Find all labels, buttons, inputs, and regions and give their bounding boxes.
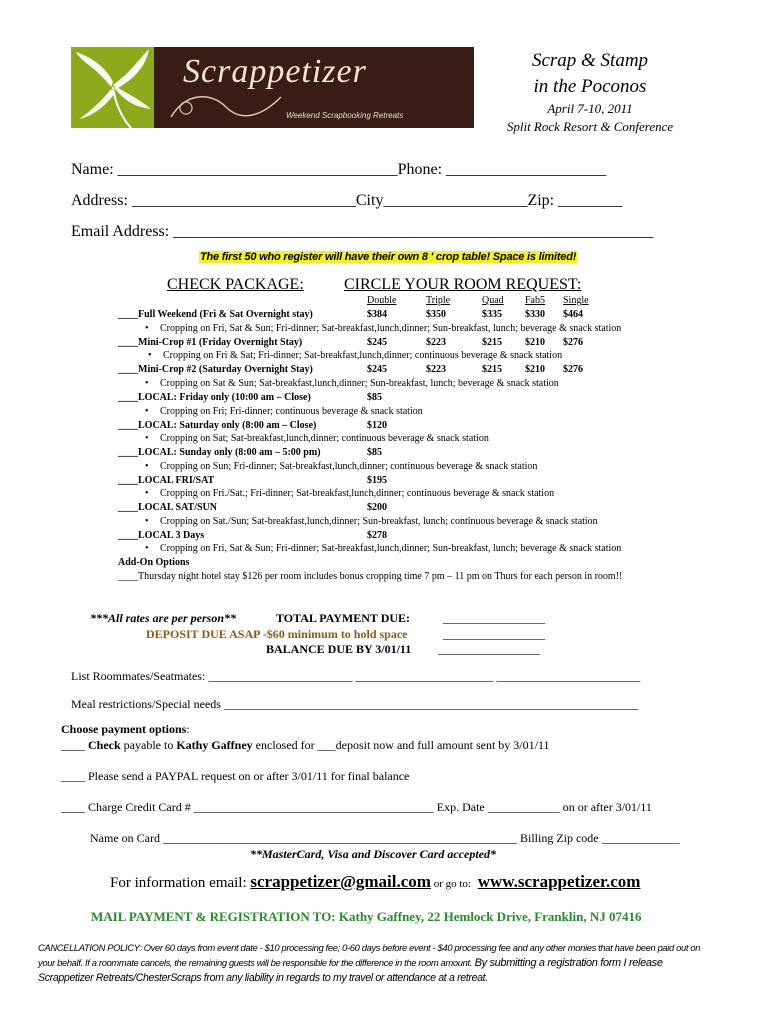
website-link[interactable]: www.scrappetizer.com xyxy=(477,872,641,891)
bullet-icon: • xyxy=(145,488,149,499)
meal-restrictions-field[interactable]: Meal restrictions/Special needs _____________________________________________________________________ xyxy=(71,697,638,711)
price-local[interactable]: $195 xyxy=(367,475,387,486)
package-detail xyxy=(145,433,489,444)
package-detail-text: Cropping on Fri & Sat; Fri-dinner; Sat-breakfast,lunch,dinner; continuous beverage & snack station xyxy=(163,350,563,361)
crop-table-notice: The first 50 who register will have their own 8 ' crop table! Space is limited! xyxy=(200,251,577,263)
package-detail xyxy=(148,350,562,361)
total-label: TOTAL PAYMENT DUE: xyxy=(276,611,411,625)
package-detail xyxy=(145,406,423,417)
package-label[interactable]: ____LOCAL: Friday only (10:00 am – Close) xyxy=(118,392,311,403)
check-option-bold: Check xyxy=(88,738,121,752)
price-quad[interactable]: $335 xyxy=(482,309,502,320)
info-prefix: For information email: xyxy=(110,875,251,891)
cancellation-policy-line2a: your behalf. If a roommate cancels, the remaining guests will be responsible for the difference in the room amount. xyxy=(38,957,472,968)
event-venue: Split Rock Resort & Conference xyxy=(506,119,674,134)
logo-text: Scrappetizer xyxy=(183,53,367,90)
logo-green-panel xyxy=(71,47,154,128)
bullet-icon: • xyxy=(148,350,152,361)
addon-heading: Add-On Options xyxy=(118,557,190,568)
price-fab5[interactable]: $210 xyxy=(525,364,545,375)
price-single[interactable]: $276 xyxy=(563,364,583,375)
price-triple[interactable]: $223 xyxy=(426,337,446,348)
logo-tagline: Weekend Scrapbooking Retreats xyxy=(286,111,404,120)
check-option-prefix: ____ xyxy=(61,738,88,752)
package-label[interactable]: ____Full Weekend (Fri & Sat Overnight stay) xyxy=(118,309,313,320)
logo-banner xyxy=(71,47,474,128)
cancellation-policy-line3: Scrappetizer Retreats/ChesterScraps from any liability in regards to my travel or attendance at a retreat. xyxy=(38,972,488,984)
bullet-icon: • xyxy=(145,433,149,444)
total-field[interactable]: _________________ xyxy=(443,611,545,625)
package-detail-text: Cropping on Fri, Sat & Sun; Fri-dinner; Sat-breakfast,lunch,dinner; Sun-breakfast, lunch; beverage & snack station xyxy=(160,543,622,554)
package-detail xyxy=(145,516,598,527)
price-single[interactable]: $276 xyxy=(563,337,583,348)
package-label[interactable]: ____LOCAL FRI/SAT xyxy=(118,475,215,486)
check-option-mid: payable to xyxy=(120,738,177,752)
event-title-line1: Scrap & Stamp xyxy=(531,50,649,71)
price-double[interactable]: $245 xyxy=(367,364,387,375)
package-detail xyxy=(145,323,621,334)
price-local[interactable]: $120 xyxy=(367,420,387,431)
price-double[interactable]: $384 xyxy=(367,309,387,320)
addon-thursday[interactable]: ____Thursday night hotel stay $126 per room includes bonus cropping time 7 pm – 11 pm on Thurs for each person in room!! xyxy=(118,571,623,582)
col-triple[interactable]: Triple xyxy=(426,295,451,306)
price-fab5[interactable]: $330 xyxy=(525,309,545,320)
package-detail-text: Cropping on Sat./Sun; Sat-breakfast,lunch,dinner; Sun-breakfast, lunch; continuous beverage & snack station xyxy=(160,516,598,527)
rates-note: ***All rates are per person** xyxy=(90,611,237,625)
info-goto: or go to: xyxy=(430,878,474,890)
package-label[interactable]: ____Mini-Crop #2 (Saturday Overnight Stay) xyxy=(118,364,313,375)
price-double[interactable]: $245 xyxy=(367,337,387,348)
paypal-option[interactable]: ____ Please send a PAYPAL request on or after 3/01/11 for final balance xyxy=(61,769,410,783)
flourish-icon xyxy=(166,82,286,122)
cancellation-policy-line1: CANCELLATION POLICY: Over 60 days from event date - $10 processing fee; 0-60 days before event - $40 processing fee and any other monies that have been paid out on xyxy=(38,942,701,953)
roommates-field[interactable]: List Roommates/Seatmates: ________________________ _______________________ ________________________ xyxy=(71,669,641,683)
package-detail-text: Cropping on Fri; Fri-dinner; continuous beverage & snack station xyxy=(160,406,423,417)
price-quad[interactable]: $215 xyxy=(482,337,502,348)
package-detail-text: Cropping on Sat & Sun; Sat-breakfast,lunch,dinner; Sun-breakfast, lunch; beverage & snack station xyxy=(160,378,559,389)
info-email-link[interactable]: scrappetizer@gmail.com xyxy=(250,872,431,891)
package-detail-text: Cropping on Sun; Fri-dinner; Sat-breakfast,lunch,dinner; continuous beverage & snack station xyxy=(160,461,538,472)
price-triple[interactable]: $350 xyxy=(426,309,446,320)
lily-flower-icon xyxy=(71,47,154,128)
deposit-field[interactable]: _________________ xyxy=(443,627,545,641)
cancellation-policy-line2 xyxy=(38,957,663,969)
price-local[interactable]: $200 xyxy=(367,502,387,513)
package-label[interactable]: ____LOCAL 3 Days xyxy=(118,530,205,541)
package-label[interactable]: ____LOCAL SAT/SUN xyxy=(118,502,218,513)
check-option-suffix: enclosed for ___deposit now and full amount sent by 3/01/11 xyxy=(252,738,550,752)
package-detail-text: Cropping on Fri./Sat.; Fri-dinner; Sat-breakfast,lunch,dinner; continuous beverage & snack station xyxy=(160,488,555,499)
bullet-icon: • xyxy=(145,516,149,527)
bullet-icon: • xyxy=(145,378,149,389)
col-double[interactable]: Double xyxy=(367,295,397,306)
check-package-heading: CHECK PACKAGE: xyxy=(167,276,304,293)
balance-field[interactable]: _________________ xyxy=(438,642,540,656)
payment-heading xyxy=(61,722,190,737)
mail-to-address: MAIL PAYMENT & REGISTRATION TO: Kathy Gaffney, 22 Hemlock Drive, Franklin, NJ 07416 xyxy=(91,909,642,924)
price-local[interactable]: $278 xyxy=(367,530,387,541)
col-quad[interactable]: Quad xyxy=(482,295,504,306)
bullet-icon: • xyxy=(145,406,149,417)
package-label[interactable]: ____Mini-Crop #1 (Friday Overnight Stay) xyxy=(118,337,303,348)
price-fab5[interactable]: $210 xyxy=(525,337,545,348)
name-on-card-field[interactable]: Name on Card ___________________________________________________________ Billing Zip code _____________ xyxy=(90,831,680,845)
package-label[interactable]: ____LOCAL: Saturday only (8:00 am – Close) xyxy=(118,420,317,431)
price-local[interactable]: $85 xyxy=(367,447,382,458)
bullet-icon: • xyxy=(145,461,149,472)
cancellation-policy-line2b: By submitting a registration form I release xyxy=(471,957,663,969)
address-field[interactable]: Address: ____________________________City__________________Zip: ________ xyxy=(71,192,623,209)
package-detail xyxy=(145,461,537,472)
payment-heading-text: Choose payment options xyxy=(61,722,187,736)
package-detail xyxy=(145,378,559,389)
cards-accepted: **MasterCard, Visa and Discover Card accepted* xyxy=(250,847,496,861)
credit-card-option[interactable]: ____ Charge Credit Card # ________________________________________ Exp. Date ____________ on or after 3/01/11 xyxy=(61,800,652,814)
bullet-icon: • xyxy=(145,323,149,334)
event-title-line2: in the Poconos xyxy=(533,76,647,97)
room-request-heading: CIRCLE YOUR ROOM REQUEST: xyxy=(344,276,582,293)
deposit-label: DEPOSIT DUE ASAP -$60 minimum to hold space xyxy=(146,627,408,641)
package-detail xyxy=(145,488,554,499)
email-field[interactable]: Email Address: ____________________________________________________________ xyxy=(71,223,654,240)
check-option-payee: Kathy Gaffney xyxy=(176,738,253,752)
col-single[interactable]: Single xyxy=(563,295,589,306)
balance-label: BALANCE DUE BY 3/01/11 xyxy=(266,642,412,656)
check-option[interactable] xyxy=(61,738,550,753)
bullet-icon: • xyxy=(145,543,149,554)
package-label[interactable]: ____LOCAL: Sunday only (8:00 am – 5:00 pm) xyxy=(118,447,321,458)
price-triple[interactable]: $223 xyxy=(426,364,446,375)
package-detail-text: Cropping on Fri, Sat & Sun; Fri-dinner; Sat-breakfast,lunch,dinner; Sun-breakfast, lunch; beverage & snack station xyxy=(160,323,622,334)
col-fab5[interactable]: Fab5 xyxy=(525,295,545,306)
payment-heading-colon: : xyxy=(186,722,190,736)
event-dates: April 7-10, 2011 xyxy=(547,101,633,116)
name-phone-field[interactable]: Name: ___________________________________Phone: ____________________ xyxy=(71,161,607,178)
price-local[interactable]: $85 xyxy=(367,392,382,403)
package-detail-text: Cropping on Sat; Sat-breakfast,lunch,dinner; continuous beverage & snack station xyxy=(160,433,489,444)
price-single[interactable]: $464 xyxy=(563,309,583,320)
package-detail xyxy=(145,543,621,554)
price-quad[interactable]: $215 xyxy=(482,364,502,375)
info-line xyxy=(110,872,640,892)
